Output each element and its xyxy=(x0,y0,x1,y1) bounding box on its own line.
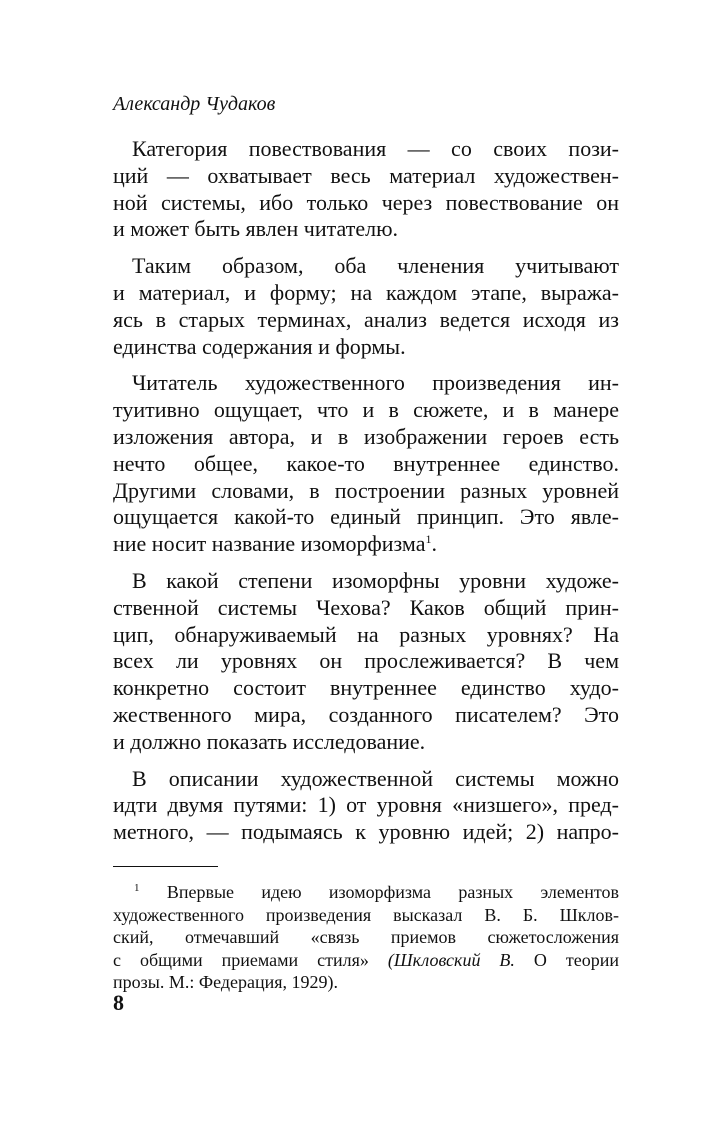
footnote-marker: 1 xyxy=(134,881,140,894)
text-line: ной системы, ибо только через повествование он xyxy=(113,189,619,215)
text-line: изложения автора, и в изображении героев есть xyxy=(113,423,619,449)
text-line-with-footnote-ref: ние носит название изоморфизма$^1$. xyxy=(113,531,437,557)
text-line: ощущается какой-то единый принцип. Это явле- xyxy=(113,504,619,530)
text-line: ций — охватывает весь материал художествен- xyxy=(113,162,619,188)
paragraph-4 xyxy=(113,568,619,756)
text-line: Читатель художественного произведения ин- xyxy=(132,370,619,396)
text-line: Другими словами, в построении разных уровней xyxy=(113,477,619,503)
paragraph-3 xyxy=(113,370,619,558)
text-line: цип, обнаруживаемый на разных уровнях? На xyxy=(113,621,619,647)
text-line: Категория повествования — со своих пози- xyxy=(132,136,619,161)
footnote-line: $^1$ Впервые идею изоморфизма разных элементов xyxy=(134,881,619,902)
text-line: всех ли уровнях он прослеживается? В чем xyxy=(113,648,619,674)
page-number: 8 xyxy=(113,990,124,1015)
text-line: и материал, и форму; на каждом этапе, выража- xyxy=(113,279,619,305)
paragraph-5 xyxy=(113,766,619,846)
text-line: нечто общее, какое-то внутреннее единство. xyxy=(113,450,619,476)
text-line: единства содержания и формы. xyxy=(113,333,406,359)
footnote-line: с общими приемами стиля» (Шкловский В. О теории xyxy=(113,949,619,970)
text-line: ясь в старых терминах, анализ ведется исходя из xyxy=(113,306,619,332)
footnote-line: художественного произведения высказал В. Б. Шклов- xyxy=(113,904,619,925)
footnote-line: ский, отмечавший «связь приемов сюжетосложения xyxy=(113,927,619,948)
text-line: и должно показать исследование. xyxy=(113,728,426,754)
paragraph-1 xyxy=(113,136,619,243)
text-line: ние носит название изоморфизма xyxy=(113,531,426,557)
text-line: жественного мира, созданного писателем? Это xyxy=(113,701,619,727)
footnote-line: прозы. М.: Федерация, 1929). xyxy=(113,972,338,993)
footnote-divider xyxy=(113,866,218,867)
footnote-ref[interactable]: 1 xyxy=(425,532,432,547)
text-line: и может быть явлен читателю. xyxy=(113,216,399,242)
footnote-citation-author: (Шкловский В. xyxy=(387,949,515,970)
page-body xyxy=(113,92,619,994)
paragraph-2 xyxy=(113,253,619,360)
footnote xyxy=(113,881,619,994)
text-line: метного, — подымаясь к уровню идей; 2) напро- xyxy=(113,819,619,845)
text-line: Таким образом, оба членения учитывают xyxy=(132,253,619,279)
text-line: В описании художественной системы можно xyxy=(132,765,619,791)
text-line: В какой степени изоморфны уровни художе- xyxy=(132,567,619,593)
text-line: туитивно ощущает, что и в сюжете, и в манере xyxy=(113,397,619,423)
running-head: Александр Чудаков xyxy=(113,93,276,115)
text-line: ственной системы Чехова? Каков общий прин- xyxy=(113,594,619,620)
text-line: конкретно состоит внутреннее единство худо- xyxy=(113,675,619,701)
text-line: идти двумя путями: 1) от уровня «низшего», пред- xyxy=(113,792,619,818)
